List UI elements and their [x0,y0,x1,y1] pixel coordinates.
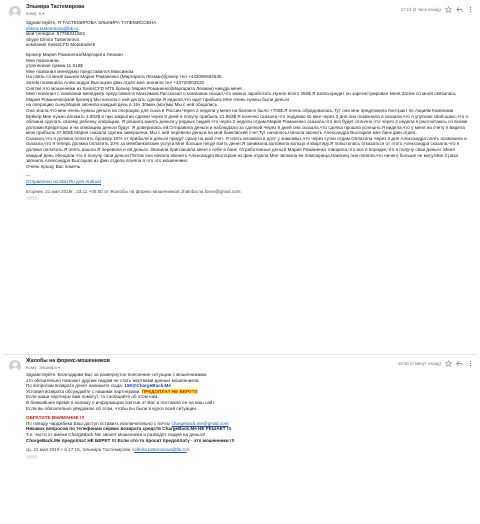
body-line: В ближайшее время я напишу о информацию взятые от Вас и поставлю ее на наш сайт. [26,399,216,405]
caret-down-icon[interactable]: ▾ [42,11,45,16]
refund-email-link[interactable]: 159@ChargeBack.Me [124,383,171,389]
avatar[interactable] [9,6,21,18]
more-vertical-icon[interactable] [467,6,474,13]
expand-quoted-button[interactable]: ··· [26,455,38,459]
body-paragraph: Сказала,что я должна оплатить брокеру 15% от прибыли и деньги придут сразу на мой счет. Я опять вложила в долг у знакомых,что через сутки отдам.Оплатила.Через 2 дня Александра опять позвонила и сказала,что я теперь должна оплатить 10% за межбанковские услуги.Мне больше негде взять денег.Я занимала,заложила кольцо и квартиру.Я попыталась отказаться от этого Александра сказала,что я должна оплатить.Я опять нашла.Я перевела и ей деньги. Звонили приглашала меня к себе в банк. Отработанные деньги Мария Романенко говорила,что все в порядке,что я получу свои деньги. Меня каждый день обещали,что я получу свои деньги.Потом она начала звонить Александра Высоцкая из фин.отдела.Мне звонила ее помощница.Наконец они поняли,что ничего больше не могу.Мне 3 раза звонила Александра Высоцкая из фин отдела поняла я,что это мошенники. [26,135,467,164]
sent-from-footer: — Отправлено из Mail.Ru для Android [26,173,101,185]
star-icon[interactable] [445,6,452,13]
sender-name[interactable]: Эльмира Тастемирова [26,4,85,10]
caret-down-icon[interactable]: ▾ [58,365,61,370]
star-icon[interactable] [445,360,452,367]
body-paragraph: на операцию сыну.Мария звонила каждый день в 15ч 30мин.(мск)мы:Мы с ней общались. [26,102,219,108]
greeting-line: Здравствуйте. Благодарим Вас за развернутое пояснение ситуации с мошенниками. [26,372,208,377]
expand-quoted-button[interactable]: ··· [26,196,38,200]
body-paragraph: Брокер Мария Романенко/Маргарита Лехман. [26,51,124,57]
reply-icon[interactable] [456,6,463,13]
body-line: Если наши партнеры вам помогут, то сообщайте об этом нам. [26,394,159,400]
body-paragraph: Здравствуйте, Я ТАСТЕМИРОВА ЭЛЬМИРА ТУЛЕМИСОВНА. [26,20,158,25]
body-line: Если вы обязательно уведомлю об этом, чтобы вы были в курсе всей ситуации. [26,405,198,411]
sender-name[interactable]: Жалобы на форекс-мошенников [26,358,110,364]
recipient-label: Кому: Эльмира [26,365,57,370]
email-message-2 [0,354,480,524]
attention-line: Никаких вопросов по телефонам сервис возврата средств ChargeBack.Me НЕ РЕШАЕТ !!! [26,426,232,432]
reply-icon[interactable] [456,360,463,367]
body-paragraph: Очень прошу Вас помочь [26,163,81,169]
sent-from-link[interactable]: Отправлено из Mail.Ru для Android [26,179,101,185]
message-body [26,20,470,202]
refund-contact-line: По вопросам возврата денег напишите сюда: 159@ChargeBack.Me [26,383,171,389]
body-paragraph: утраченная сумма 11 618$ [26,63,83,69]
body-paragraph: Затем позвонила Александра Высоцкая фин.отдел.мне звонили тел +43720002532 [26,79,205,85]
message-body [26,372,470,460]
body-paragraph: Мне позвонили. [26,57,60,63]
body-paragraph: компания SwissCFD Metatrader5 [26,42,96,48]
more-vertical-icon[interactable] [467,360,474,367]
recipient-line[interactable] [26,365,60,371]
body-paragraph: Мне позвонил с компании менеджер представился Максимом.Рассказал о компании.сказал,что можно заработать.Нужно всего 250$.Я взяла кредит он зарегистрировал меня.Затем со мной связалась Мария Романенко(мой брокер).Мы начали с ней делать сделки.Я видела,что идет прибыль.Мне очень нужны были деньги [26,91,456,102]
body-paragraph: Мне позвонил менеджер представился Максимом. [26,68,135,74]
attention-line: ChargeBack.Me предоплат НЕ БЕРЕТ !!! Если что-то просит предоплату - это мошенники !!! [26,437,235,443]
recipient-line[interactable] [26,11,44,17]
body-paragraph: На связь со мной вышли Мария Романенко (Маргарита Лехман)брокер тел.+442080692535. [26,74,223,80]
user-silhouette-icon [9,360,21,372]
no-prepay-highlight: ПРЕДОПЛАТ НЕ БЕРУТ!! [141,388,198,394]
body-paragraph: мой телефон: 87756241504 [26,31,85,37]
attention-line: Т.е. часто от имени ChargeBack.Me звонят мошенники и разводят людей на деньги! [26,431,205,437]
message-meta [398,360,474,367]
message-meta [401,6,474,13]
avatar[interactable] [9,360,21,372]
chargeback-email-link[interactable]: chargeback.me@gmail.com [171,420,229,426]
body-paragraph: Skype Elmira Tastemirova [26,36,80,42]
quote-header: вторник, 21 мая 2019г., 23:11 +06:00 от Жалобы на форекс-мошенников zhaloba.na.forex@gmail.com: [26,188,242,194]
user-silhouette-icon [9,6,21,18]
message-time: 16:48 (0 минут назад) [397,360,441,366]
quote-header: ср, 22 мая 2019 г. в 17:15, Эльмира Тастемирова <elmira.tastemirova@bk.ru>: [26,447,191,453]
body-line: это обязательно поможет другим людям не стать жертвами данных мошенников. [26,377,200,383]
body-paragraph: Она знала,что мне очень нужны деньги на операцию для сына в России.Через 2 недели у меня на балансе было +700$.Я очень обрадовалась.Тут она мне предложила Контракт по Акциям Компании Бейкер.Мне нужно вложить 4.802$ и при закрытии сделки через 8 дней я получу прибыль 21.963$.Я конечно сказала,что подумаю ко мне через 3 дня она позвонила и сказала,что я упускаю свой шанс,что я обязана сделать своему ребенку операцию. Я решила,занять деньги у родных людей.что через 2 недели отдам.Мария Романенко сказала,что вся будет отлично,что через 2 недели я рассчитаюсь со всеми долгами.Кредиторы и на операцию деньги будут. Я доверилась ей.Отправила деньги и наблюдала за сделкой.Через 8 дней она сказала,что сделка прошла успешно.Я видела,что у меня на счету я видела мою прибыль 27.565$.Мария сказала сделка завершена. Мы с ней перевели деньги на мой банковский счет.Тут началось.Начала звонить Александра Высоцкая мне банк фин.отдел. [26,107,468,136]
body-paragraph: Снятие.что мошенники из SwissCFD MT5 брокер Мария Романенко(Маргарита Лехман) никуда меня. [26,85,243,91]
no-prepay-line: Условия возврата обсуждайте с нашими партнерами. ПРЕДОПЛАТ НЕ БЕРУТ!! [26,388,198,394]
attention-title: ОБРАТИТЕ ВНИМАНИЕ !!! [26,415,85,421]
recipient-label: Кому: я [26,11,42,16]
message-time: 17:13 (2 часа назад) [400,6,441,12]
sender-email-link[interactable]: elmira.tastemirova@bk.ru [26,25,79,31]
quoted-sender-email-link[interactable]: elmira.tastemirova@bk.ru [134,447,187,453]
attention-line: По поводу чарджбека Ваш доступ оставить исключительно с почты chargeback.me@gmail.com [26,420,229,426]
